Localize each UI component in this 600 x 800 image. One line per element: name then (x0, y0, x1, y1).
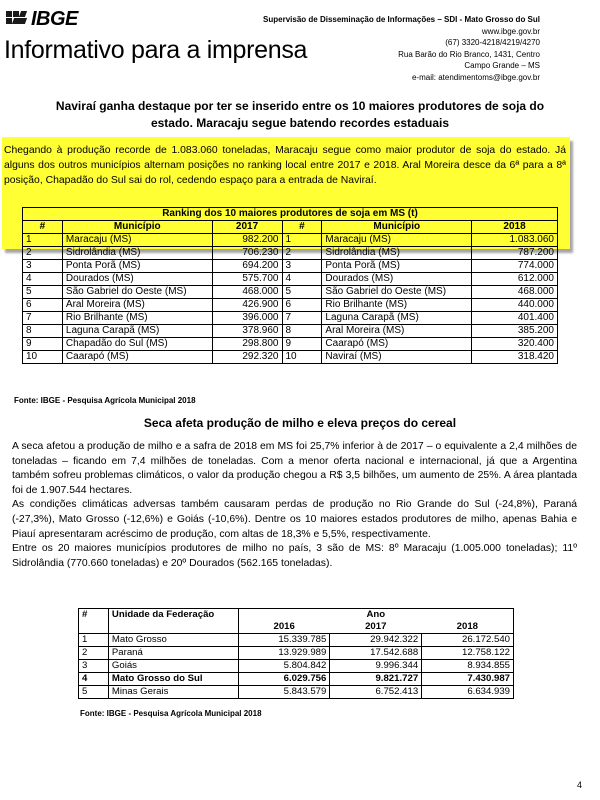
table-row (23, 286, 558, 299)
table-cell: 3 (282, 260, 322, 273)
uf-source: Fonte: IBGE - Pesquisa Agrícola Municipal 2018 (80, 709, 262, 718)
table-cell: 15.339.785 (238, 634, 330, 647)
table-row (23, 312, 558, 325)
section-title: Seca afeta produção de milho e eleva preços do cereal (143, 416, 457, 430)
table-cell: 440.000 (472, 299, 558, 312)
table-cell: 8 (23, 325, 63, 338)
intro-paragraph: Chegando à produção recorde de 1.083.060 toneladas, Maracaju segue como maior produtor de soja do estado. Já alguns dos outros municípios alternam posições no ranking local entre 2017 e 2018. Aral Moreira desce da 6ª para a 8ª posição, Chapadão do Sul sai do rol, cedendo espaço para a entrada de Naviraí. (4, 145, 566, 186)
table-row (23, 247, 558, 260)
table-row (23, 273, 558, 286)
contact-email[interactable]: e-mail: atendimentoms@ibge.gov.br (411, 72, 540, 82)
table-cell: Mato Grosso (108, 634, 238, 647)
table-cell: 401.400 (472, 312, 558, 325)
contact-line: Supervisão de Disseminação de Informações – SDI - Mato Grosso do Sul (263, 15, 540, 24)
ranking-header-row (23, 221, 558, 234)
table-cell: Caarapó (MS) (322, 338, 472, 351)
contact-address: Rua Barão do Rio Branco, 1431, Centro (398, 49, 540, 59)
table-cell: 320.400 (472, 338, 558, 351)
col-header: Unidade da Federação (108, 609, 238, 634)
table-cell: 1 (23, 234, 63, 247)
ranking-source: Fonte: IBGE - Pesquisa Agrícola Municipal 2018 (14, 396, 196, 405)
table-cell: 982.200 (212, 234, 282, 247)
year-header: 2016 (238, 621, 330, 634)
paragraph: A seca afetou a produção de milho e a safra de 2018 em MS foi 25,7% inferior à de 2017 – o equivalente a 2,4 milhões de toneladas – ficando em 7,4 milhões de toneladas. Com a menor oferta nacional e internacional, já que a Argentina também sofreu problemas climáticos, o valor da produção chegou a R$ 3,5 bilhões, um aumento de 25%. A área plantada foi de 1.907.544 hectares. (12, 441, 577, 496)
table-cell: 6.634.939 (422, 686, 514, 699)
table-cell: 6.752.413 (330, 686, 422, 699)
table-cell: 426.900 (212, 299, 282, 312)
table-cell: Rio Brilhante (MS) (322, 299, 472, 312)
table-cell: 774.000 (472, 260, 558, 273)
table-cell: Chapadão do Sul (MS) (62, 338, 212, 351)
table-cell: 4 (23, 273, 63, 286)
contact-block (210, 14, 540, 83)
table-cell: 26.172.540 (422, 634, 514, 647)
table-cell: 298.800 (212, 338, 282, 351)
table-cell: 3 (23, 260, 63, 273)
col-header: Ano (238, 609, 513, 622)
table-cell: 6 (282, 299, 322, 312)
table-cell: 8 (282, 325, 322, 338)
ranking-table (22, 207, 558, 364)
table-cell: 378.960 (212, 325, 282, 338)
table-cell: 6.029.756 (238, 673, 330, 686)
table-cell: 17.542.688 (330, 647, 422, 660)
table-cell: 5 (282, 286, 322, 299)
table-cell: 7 (282, 312, 322, 325)
table-row (79, 673, 514, 686)
table-cell: 7 (23, 312, 63, 325)
table-cell: 5 (79, 686, 109, 699)
table-cell: 2 (23, 247, 63, 260)
year-header: 2018 (422, 621, 514, 634)
table-cell: 468.000 (212, 286, 282, 299)
table-cell: 292.320 (212, 351, 282, 364)
table-cell: Ponta Porã (MS) (322, 260, 472, 273)
headline-line: estado. Maracaju segue batendo recordes estaduais (150, 116, 450, 130)
table-cell: 12.758.122 (422, 647, 514, 660)
table-cell: São Gabriel do Oeste (MS) (62, 286, 212, 299)
table-row (23, 338, 558, 351)
section-body (12, 440, 577, 571)
table-cell: 612.000 (472, 273, 558, 286)
table-cell: 5.843.579 (238, 686, 330, 699)
page-title: Informativo para a imprensa (4, 36, 308, 64)
headline (12, 98, 588, 132)
table-cell: 8.934.855 (422, 660, 514, 673)
table-cell: 3 (79, 660, 109, 673)
table-cell: Aral Moreira (MS) (62, 299, 212, 312)
col-header: 2017 (212, 221, 282, 234)
col-header: 2018 (472, 221, 558, 234)
table-cell: 5 (23, 286, 63, 299)
table-row (23, 299, 558, 312)
table-cell: 9.996.344 (330, 660, 422, 673)
uf-table (78, 608, 514, 699)
table-cell: Mato Grosso do Sul (108, 673, 238, 686)
logo-text: IBGE (31, 7, 78, 30)
table-cell: Rio Brilhante (MS) (62, 312, 212, 325)
table-cell: São Gabriel do Oeste (MS) (322, 286, 472, 299)
year-header: 2017 (330, 621, 422, 634)
col-header: # (282, 221, 322, 234)
ibge-logo (6, 8, 96, 30)
table-row (79, 660, 514, 673)
paragraph: Entre os 20 maiores municípios produtores de milho no país, 3 são de MS: 8º Maracaju (1.005.000 toneladas); 11º Sidrolândia (770.660 toneladas) e 20º Dourados (562.165 toneladas). (12, 543, 577, 569)
table-cell: Naviraí (MS) (322, 351, 472, 364)
ranking-title: Ranking dos 10 maiores produtores de soja em MS (t) (23, 208, 558, 221)
table-cell: 10 (282, 351, 322, 364)
table-row (79, 634, 514, 647)
table-cell: Ponta Porã (MS) (62, 260, 212, 273)
table-cell: 1.083.060 (472, 234, 558, 247)
table-cell: Laguna Carapã (MS) (62, 325, 212, 338)
table-cell: Aral Moreira (MS) (322, 325, 472, 338)
table-cell: 2 (282, 247, 322, 260)
table-cell: 396.000 (212, 312, 282, 325)
table-cell: 385.200 (472, 325, 558, 338)
table-cell: 4 (79, 673, 109, 686)
contact-phone: (67) 3320-4218/4219/4270 (445, 38, 540, 47)
table-row (23, 325, 558, 338)
table-cell: Minas Gerais (108, 686, 238, 699)
col-header: # (23, 221, 63, 234)
table-cell: 9 (23, 338, 63, 351)
table-cell: Sidrolândia (MS) (322, 247, 472, 260)
table-row (23, 260, 558, 273)
table-cell: Dourados (MS) (322, 273, 472, 286)
table-cell: 7.430.987 (422, 673, 514, 686)
table-cell: 5.804.842 (238, 660, 330, 673)
table-cell: Goiás (108, 660, 238, 673)
col-header: Município (322, 221, 472, 234)
table-row (23, 234, 558, 247)
table-cell: 575.700 (212, 273, 282, 286)
table-cell: Caarapó (MS) (62, 351, 212, 364)
table-cell: 2 (79, 647, 109, 660)
table-cell: 13.929.989 (238, 647, 330, 660)
table-cell: Maracaju (MS) (322, 234, 472, 247)
table-cell: 6 (23, 299, 63, 312)
table-cell: 29.942.322 (330, 634, 422, 647)
table-row (79, 686, 514, 699)
table-cell: 10 (23, 351, 63, 364)
col-header: Município (62, 221, 212, 234)
table-cell: Sidrolândia (MS) (62, 247, 212, 260)
table-cell: 1 (282, 234, 322, 247)
table-row (23, 351, 558, 364)
table-cell: 706.230 (212, 247, 282, 260)
ibge-logo-icon (6, 9, 28, 29)
paragraph: As condições climáticas adversas também causaram perdas de produção no Rio Grande do Sul (-24,8%), Paraná (-27,3%), Mato Grosso (-12,6%) e Goiás (-10,6%). Dentre os 10 maiores estados produtores de milho, apenas Bahia e Piauí apresentaram acréscimo de produção, com altas de 18,3% e 5,5%, respectivamente. (12, 499, 577, 540)
table-cell: 318.420 (472, 351, 558, 364)
table-cell: 787.200 (472, 247, 558, 260)
table-cell: Paraná (108, 647, 238, 660)
table-cell: 9.821.727 (330, 673, 422, 686)
table-row (79, 647, 514, 660)
table-cell: Laguna Carapã (MS) (322, 312, 472, 325)
table-cell: Dourados (MS) (62, 273, 212, 286)
contact-website[interactable]: www.ibge.gov.br (481, 26, 540, 36)
table-cell: 468.000 (472, 286, 558, 299)
page-number: 4 (576, 780, 582, 790)
contact-city: Campo Grande – MS (464, 61, 540, 70)
table-cell: 1 (79, 634, 109, 647)
headline-line: Naviraí ganha destaque por ter se inserido entre os 10 maiores produtores de soja do (55, 99, 545, 113)
table-cell: 694.200 (212, 260, 282, 273)
table-cell: Maracaju (MS) (62, 234, 212, 247)
col-header: # (79, 609, 109, 634)
table-cell: 4 (282, 273, 322, 286)
ranking-title-row (23, 208, 558, 221)
table-cell: 9 (282, 338, 322, 351)
uf-header-row (79, 609, 514, 622)
